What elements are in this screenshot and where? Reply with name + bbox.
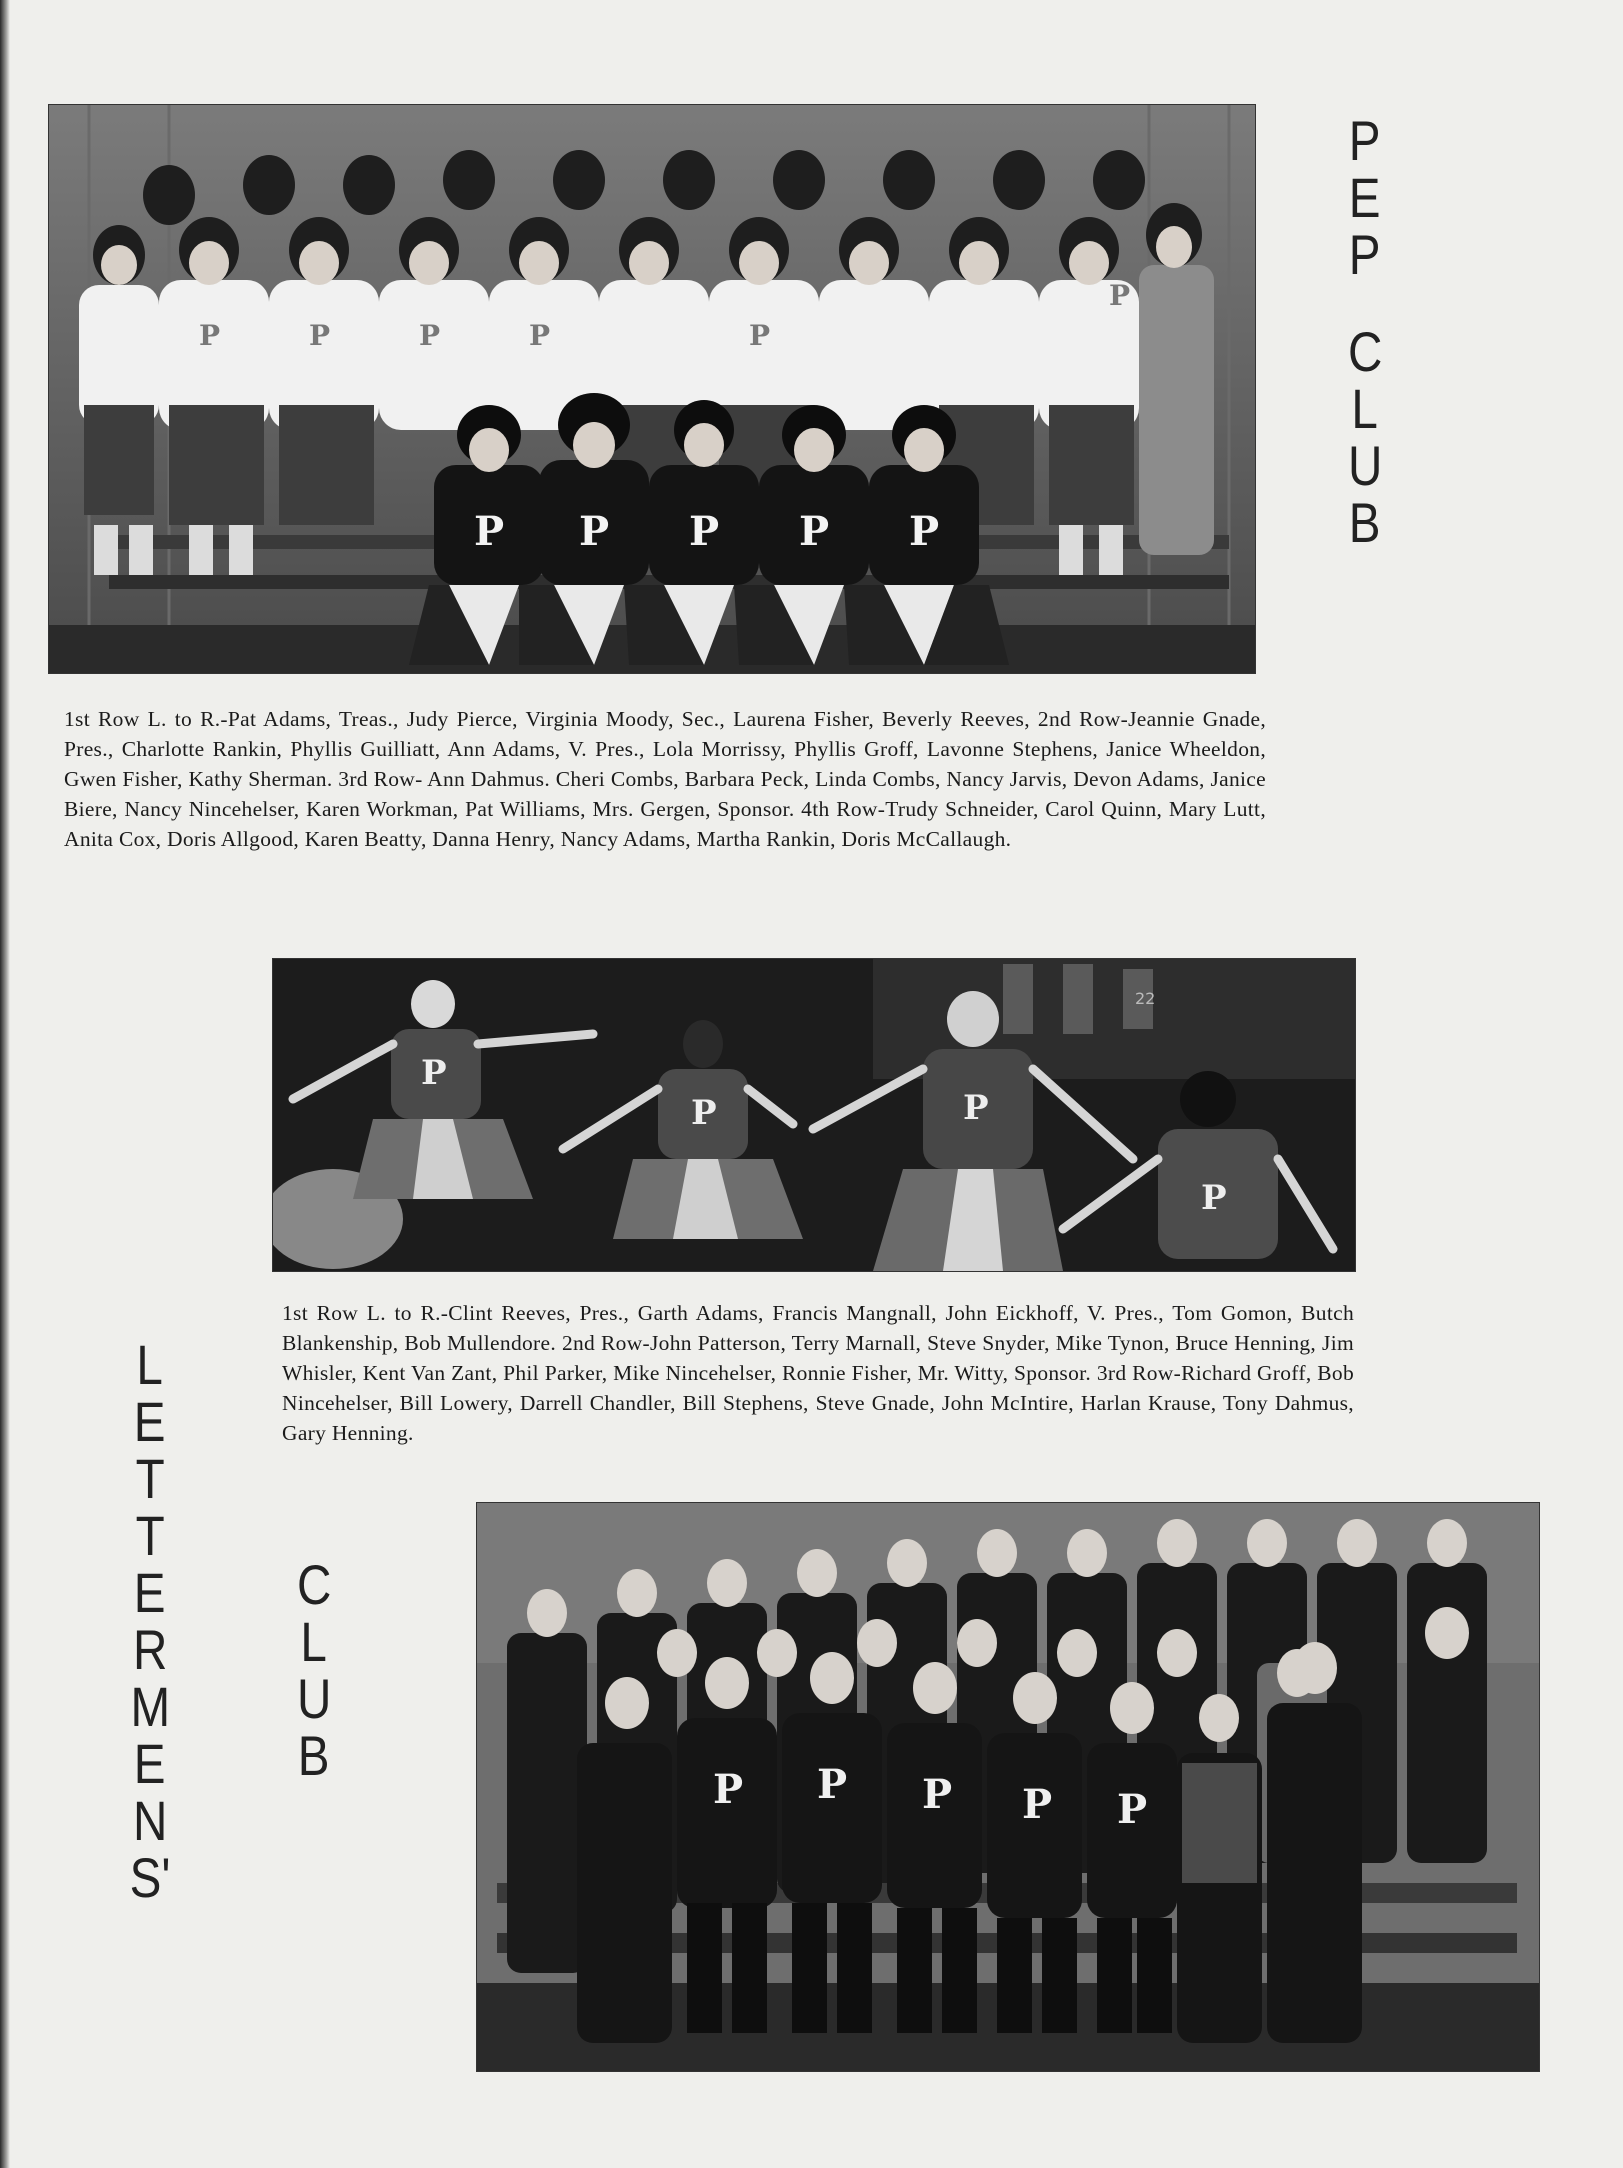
svg-text:P: P [419, 319, 441, 352]
svg-text:P: P [817, 1761, 848, 1808]
lettermens-title-letter: S' [129, 1846, 171, 1909]
lettermens-title-letter: M [130, 1675, 170, 1738]
lettermens-title-letter: N [132, 1789, 168, 1852]
svg-text:P: P [689, 508, 720, 555]
lettermens-title-letter: E [134, 1732, 166, 1795]
svg-text:P: P [474, 508, 505, 555]
club-title-letter: U [1347, 434, 1383, 497]
pep-club-photo [48, 104, 1256, 674]
cheerleaders-photo [272, 958, 1356, 1272]
svg-text:P: P [1201, 1178, 1227, 1218]
club-title-letter: B [298, 1724, 330, 1787]
lettermens-title-letter: T [135, 1504, 165, 1567]
club-title-letter: U [296, 1667, 332, 1730]
svg-text:P: P [421, 1053, 447, 1093]
lettermens-title-letter: L [136, 1333, 164, 1396]
lettermens-club-title [274, 1553, 354, 1787]
pep-title-letter: E [1349, 166, 1381, 229]
club-title-letter: L [1351, 377, 1379, 440]
cheerleaders-photo-image [273, 959, 1355, 1271]
svg-text:P: P [909, 508, 940, 555]
lettermens-title-letter: E [134, 1390, 166, 1453]
pep-club-title [1320, 109, 1410, 554]
page-binding-edge [0, 0, 10, 2168]
lettermens-title-letter: T [135, 1447, 165, 1510]
pep-club-caption: 1st Row L. to R.-Pat Adams, Treas., Judy Pierce, Virginia Moody, Sec., Laurena Fisher, Beverly Reeves, 2nd Row-Jeannie Gnade, Pres., Charlotte Rankin, Phyllis Guilliatt, Ann Adams, V. Pres., Lola Morrissy, Phyllis Groff, Lavonne Stephens, Janice Wheeldon, Gwen Fisher, Kathy Sherman. 3rd Row- Ann Dahmus. Cheri Combs, Barbara Peck, Linda Combs, Nancy Jarvis, Devon Adams, Janice Biere, Nancy Nincehelser, Karen Workman, Pat Williams, Mrs. Gergen, Sponsor. 4th Row-Trudy Schneider, Carol Quinn, Mary Lutt, Anita Cox, Doris Allgood, Karen Beatty, Danna Henry, Nancy Adams, Martha Rankin, Doris McCallaugh. [64, 707, 1266, 851]
svg-text:P: P [922, 1771, 953, 1818]
lettermens-title [110, 1333, 190, 1909]
club-title-letter: C [1347, 320, 1383, 383]
svg-text:P: P [199, 319, 221, 352]
lettermens-club-caption: 1st Row L. to R.-Clint Reeves, Pres., Garth Adams, Francis Mangnall, John Eickhoff, V. Pres., Tom Gomon, Butch Blankenship, Bob Mullendore. 2nd Row-John Patterson, Terry Marnall, Steve Snyder, Mike Tynon, Bruce Henning, Jim Whisler, Kent Van Zant, Phil Parker, Mike Nincehelser, Ronnie Fisher, Mr. Witty, Sponsor. 3rd Row-Richard Groff, Bob Nincehelser, Bill Lowery, Darrell Chandler, Bill Stephens, Steve Gnade, John McIntire, Harlan Krause, Tony Dahmus, Gary Henning. [282, 1301, 1354, 1445]
svg-text:P: P [749, 319, 771, 352]
svg-text:P: P [1022, 1781, 1053, 1828]
svg-text:P: P [1117, 1786, 1148, 1833]
pep-title-letter: P [1349, 109, 1381, 172]
svg-text:P: P [799, 508, 830, 555]
svg-text:P: P [963, 1088, 989, 1128]
svg-text:P: P [1109, 279, 1131, 312]
svg-text:P: P [713, 1766, 744, 1813]
club-title-letter: C [296, 1553, 332, 1616]
lettermens-title-letter: R [132, 1618, 168, 1681]
lettermens-club-photo-image [477, 1503, 1539, 2071]
club-title-letter: L [300, 1610, 328, 1673]
svg-text:P: P [529, 319, 551, 352]
pep-title-letter: P [1349, 223, 1381, 286]
lettermens-club-photo [476, 1502, 1540, 2072]
svg-text:P: P [691, 1093, 717, 1133]
svg-text:P: P [579, 508, 610, 555]
lettermens-title-letter: E [134, 1561, 166, 1624]
club-title-letter: B [1349, 491, 1381, 554]
svg-text:P: P [309, 319, 331, 352]
svg-text:22: 22 [1135, 989, 1156, 1008]
pep-club-photo-image [49, 105, 1255, 673]
